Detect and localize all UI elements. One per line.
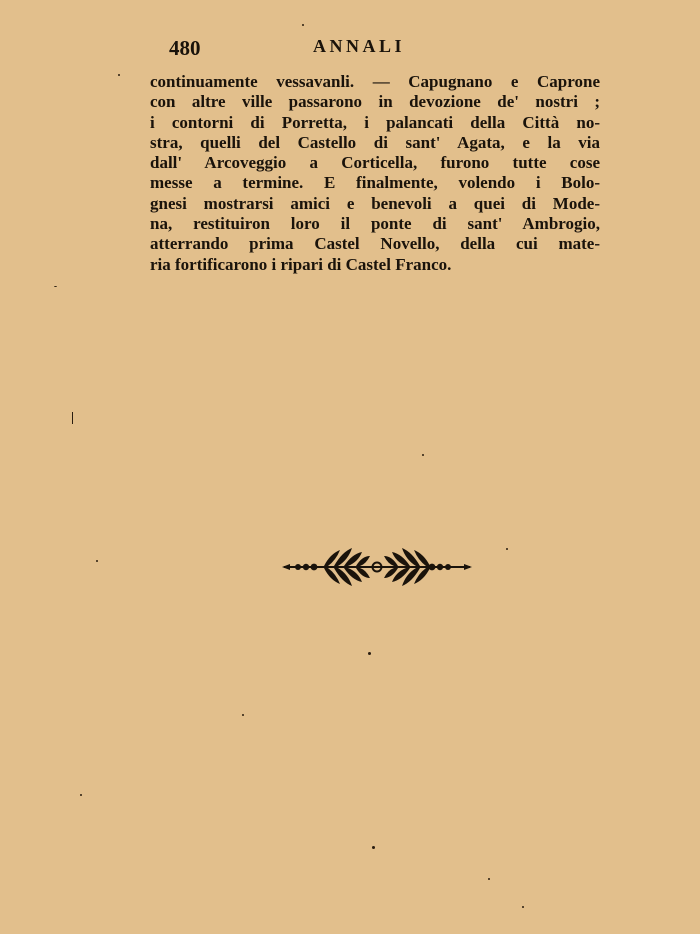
- paper-speck: [422, 454, 424, 456]
- text-line: dall' Arcoveggio a Corticella, furono tutte cose: [150, 153, 600, 173]
- text-line: stra, quelli del Castello di sant' Agata, e la via: [150, 132, 600, 152]
- paper-speck: [372, 846, 375, 849]
- paper-speck: [302, 24, 304, 26]
- paper-speck: [522, 906, 524, 908]
- text-line: continuamente vessavanli. — Capugnano e Caprone: [150, 72, 600, 91]
- paper-speck: [242, 714, 244, 716]
- paper-speck: [488, 878, 490, 880]
- text-line: messe a termine. E finalmente, volendo i Bolo-: [150, 173, 600, 193]
- body-text: [150, 72, 600, 275]
- text-line: atterrando prima Castel Novello, della cui mate-: [150, 234, 600, 254]
- paper-speck: [118, 74, 120, 76]
- paper-speck: [80, 794, 82, 796]
- paper-speck: [54, 286, 57, 287]
- text-line: i contorni di Porretta, i palancati della Città no-: [150, 112, 600, 132]
- running-title: ANNALI: [313, 36, 406, 56]
- paper-speck: [96, 560, 98, 562]
- paper-speck: [72, 412, 73, 424]
- paper-speck: [368, 652, 371, 655]
- page-header: [150, 34, 600, 60]
- page-number: 480: [169, 36, 201, 60]
- text-line: con altre ville passarono in devozione de' nostri ;: [150, 92, 600, 112]
- text-line: ria fortificarono i ripari di Castel Franco.: [150, 254, 452, 274]
- laurel-vignette-icon: [280, 546, 474, 588]
- text-line: na, restituiron loro il ponte di sant' Ambrogio,: [150, 214, 600, 234]
- paper-speck: [506, 548, 508, 550]
- text-line: gnesi mostrarsi amici e benevoli a quei di Mode-: [150, 193, 600, 213]
